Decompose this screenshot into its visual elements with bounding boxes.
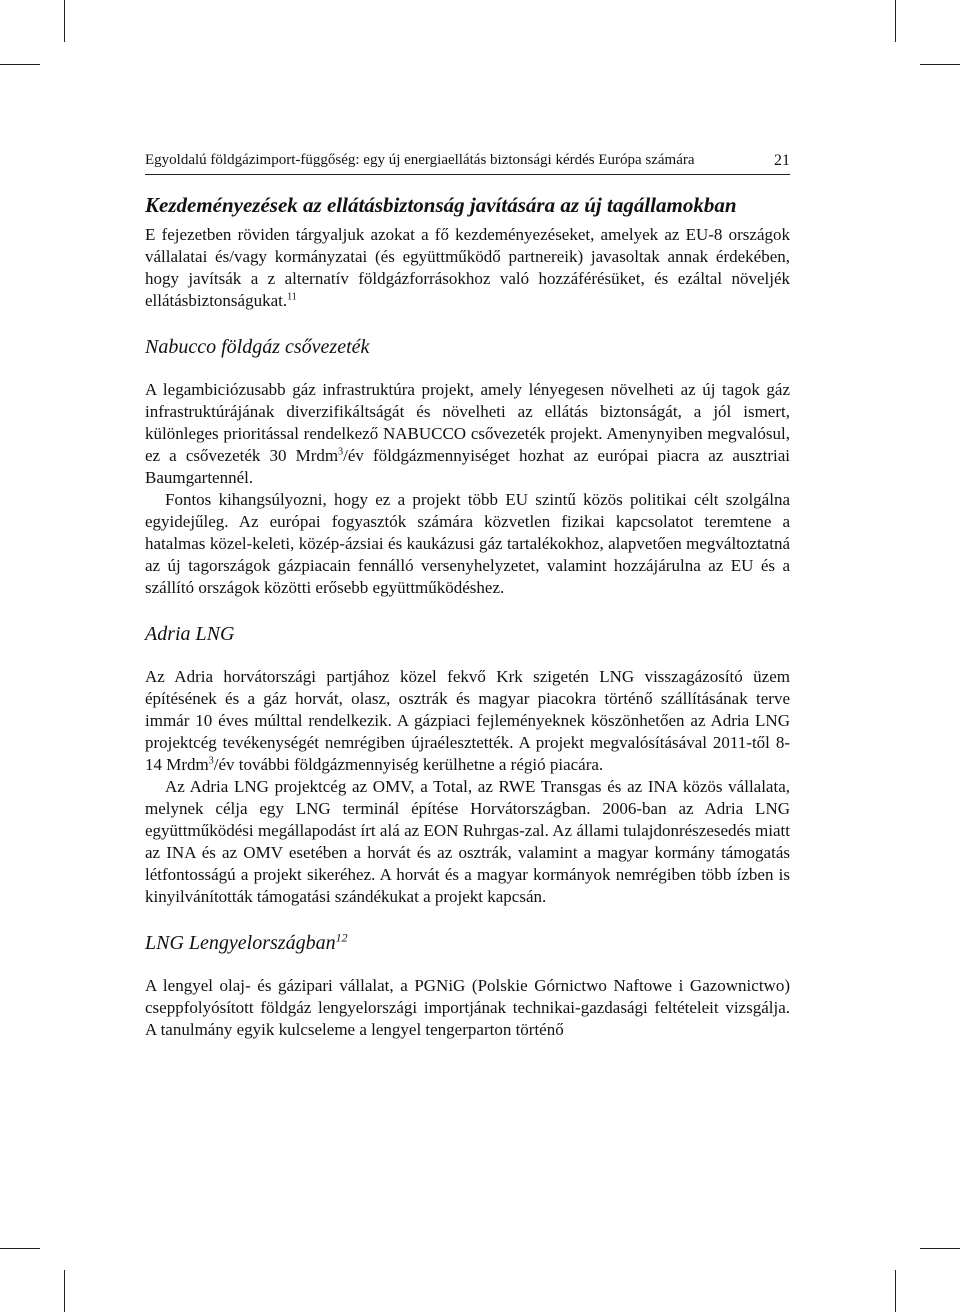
intro-paragraph: E fejezetben röviden tárgyaljuk azokat a fő kezdeményezéseket, amelyek az EU-8 országok vállalatai és/vagy kormányzatai (és együttműködő partnereik) javasoltak annak érdekében, hogy javítsák a z alternatív földgázforrásokhoz való hozzáférésüket, és ezáltal növeljék ellátásbiztonságukat.$^{11}$ [145,225,790,310]
lng-poland-paragraph-1: A lengyel olaj- és gázipari vállalat, a PGNiG (Polskie Górnictwo Naftowe i Gazownictwo) cseppfolyósított földgáz lengyelországi importjának technikai-gazdasági feltételeit vizsgálja. A tanulmány egyik kulcseleme a lengyel tengerparton történő [145,976,790,1039]
crop-mark [920,1248,960,1249]
nabucco-paragraph-2: Fontos kihangsúlyozni, hogy ez a projekt több EU szintű közös politikai célt szolgálna egyidejűleg. Az európai fogyasztók számára közvetlen fizikai kapcsolatot teremtene a hatalmas közel-keleti, közép-ázsiai és kaukázusi gáz tartalékokhoz, alapvetően megváltoztatná az új tagországok gázpiacain fennálló versenyhelyzetet, valamint hozzájárulna az EU és a szállító országok közötti erősebb együttműködéshez. [145,490,790,597]
crop-mark [64,1270,65,1312]
crop-mark [0,64,40,65]
adria-paragraph-2: Az Adria LNG projektcég az OMV, a Total, az RWE Transgas és az INA közös vállalata, melynek célja egy LNG terminál építése Horvátországban. 2006-ban az Adria LNG együttműködési megállapodást írt alá az EON Ruhrgas-zal. Az állami tulajdonrészesedés miatt az INA és az OMV esetében a horvát és az osztrák, valamint a magyar kormány támogatás létfontosságú a projekt sikeréhez. A horvát és a magyar kormányok nemrégiben több ízben is kinyilvánították támogatási szándékukat a projekt kapcsán. [145,777,790,906]
lng-poland-heading: LNG Lengyelországban$^{12}$ [145,930,348,954]
footnote-marker: 12 [335,930,348,945]
crop-mark [895,1270,896,1312]
crop-mark [895,0,896,42]
nabucco-heading: Nabucco földgáz csővezeték [145,336,370,358]
crop-mark [0,1248,40,1249]
document-page [145,152,790,1041]
crop-mark [920,64,960,65]
superscript: 3 [338,446,344,458]
nabucco-paragraph-1: A legambiciózusabb gáz infrastruktúra projekt, amely lényegesen növelheti az új tagok gáz infrastruktúrájának diverzifikáltságát és növelheti az ellátás biztonságát, a jól ismert, különleges prioritással rendelkező NABUCCO csővezeték projekt. Amenynyiben megvalósul, ez a csővezeték 30 Mrdm$^3$/év földgázmennyiséget hozhat az európai piacra az ausztriai Baumgartennél. [145,380,790,487]
section-heading: Kezdeményezések az ellátásbiztonság javítására az új tagállamokban [145,193,737,217]
footnote-marker: 11 [287,291,297,303]
crop-mark [64,0,65,42]
running-title: Egyoldalú földgázimport-függőség: egy új energiaellátás biztonsági kérdés Európa számára [145,152,695,168]
adria-paragraph-1: Az Adria horvátországi partjához közel fekvő Krk szigetén LNG visszagázosító üzem építésének és a gáz horvát, olasz, osztrák és magyar piacokra történő szállításának terve immár 10 éves múlttal rendelkezik. A gázpiaci fejleményeknek köszönhetően az Adria LNG projektcég tevékenységét nemrégiben újraélesztették. A projekt megvalósításával 2011-től 8-14 Mrdm$^3$/év további földgázmennyiség kerülhetne a régió piacára. [145,667,790,774]
adria-heading: Adria LNG [145,623,235,645]
page-number: 21 [774,152,790,169]
running-header [145,152,790,175]
superscript: 3 [208,755,214,767]
